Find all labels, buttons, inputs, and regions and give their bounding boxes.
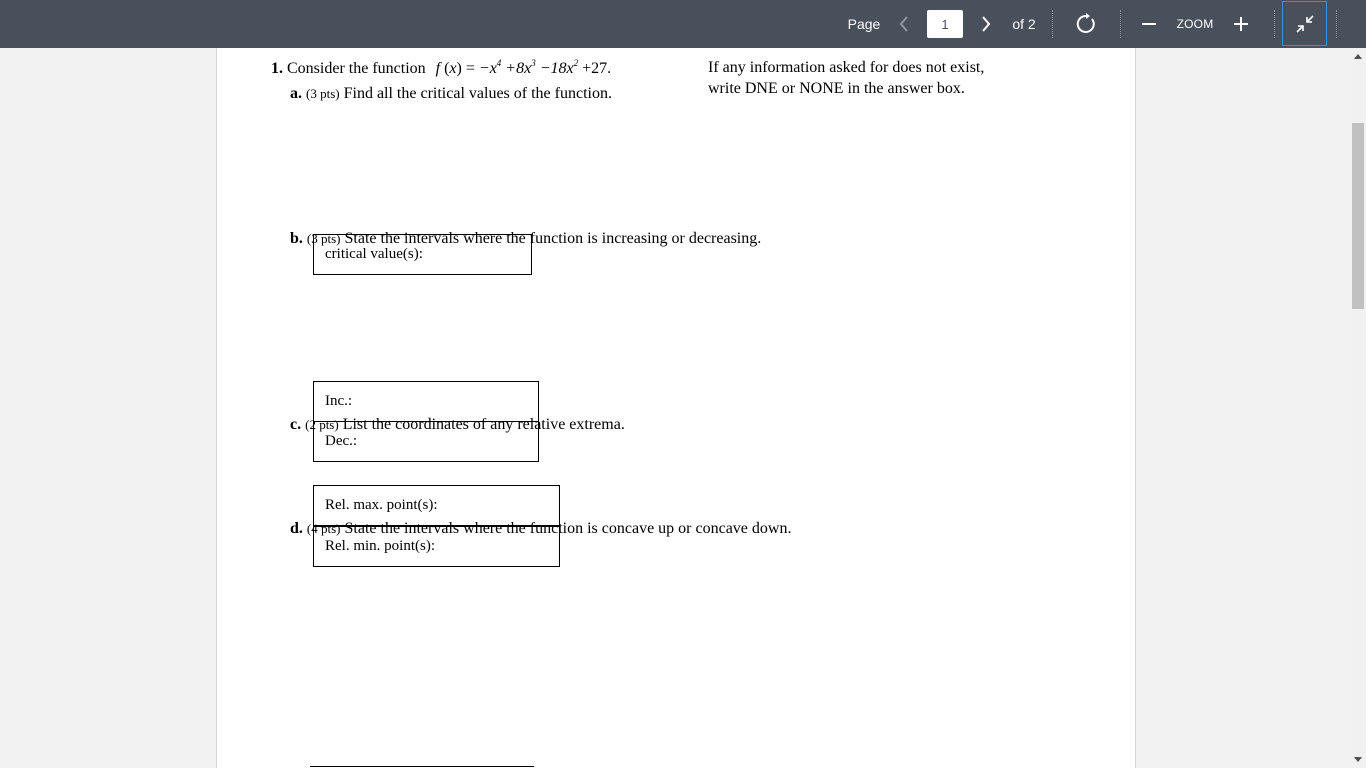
part-b-prompt: b. (3 pts) State the intervals where the function is increasing or decreasing. — [290, 230, 762, 247]
concavity-answer-box-top — [310, 766, 534, 767]
increasing-answer-box[interactable]: Inc.: — [313, 381, 539, 422]
scroll-down-button[interactable] — [1350, 752, 1366, 768]
plus-icon — [1233, 16, 1249, 32]
page-count-label: of 2 — [1012, 16, 1036, 32]
page-label: Page — [847, 16, 881, 32]
instruction-line-1: If any information asked for does not exist, — [708, 59, 985, 76]
document-viewer[interactable] — [0, 48, 1350, 768]
decreasing-answer-box[interactable]: Dec.: — [313, 421, 539, 462]
triangle-up-icon — [1354, 53, 1362, 59]
rotate-button[interactable] — [1070, 0, 1102, 48]
zoom-out-button[interactable] — [1136, 0, 1162, 48]
scrollbar-thumb[interactable] — [1352, 123, 1364, 309]
toolbar-divider — [1336, 10, 1337, 38]
vertical-scrollbar[interactable] — [1350, 48, 1366, 768]
scroll-up-button[interactable] — [1350, 48, 1366, 64]
zoom-label: ZOOM — [1176, 17, 1214, 31]
critical-values-answer-box[interactable]: critical value(s): — [313, 234, 532, 275]
chevron-left-icon — [898, 15, 910, 33]
exit-fullscreen-icon — [1296, 15, 1314, 33]
pdf-page — [216, 48, 1136, 768]
part-d-prompt: d. (4 pts) State the intervals where the function is concave up or concave down. — [290, 520, 792, 537]
toolbar-divider — [1274, 10, 1275, 38]
part-a-prompt: a. (3 pts) Find all the critical values of the function. — [290, 85, 612, 102]
rel-min-answer-box[interactable]: Rel. min. point(s): — [313, 526, 560, 567]
triangle-down-icon — [1354, 757, 1362, 763]
question-1-intro: 1. Consider the function f $(x) = -x^4 +8x^3 -18x^2 +27$. — [271, 58, 612, 77]
rotate-icon — [1075, 13, 1097, 35]
part-c-prompt: c. (2 pts) List the coordinates of any relative extrema. — [290, 416, 625, 433]
chevron-right-icon — [980, 15, 992, 33]
minus-icon — [1141, 16, 1157, 32]
instruction-line-2: write DNE or NONE in the answer box. — [708, 80, 965, 97]
zoom-in-button[interactable] — [1228, 0, 1254, 48]
pdf-toolbar — [0, 0, 1366, 48]
exit-fullscreen-button[interactable] — [1282, 1, 1327, 46]
question-number: 1 — [271, 60, 279, 77]
toolbar-divider — [1120, 10, 1121, 38]
page-number-input[interactable] — [927, 10, 963, 38]
rel-max-answer-box[interactable]: Rel. max. point(s): — [313, 485, 560, 526]
next-page-button[interactable] — [974, 0, 998, 48]
previous-page-button[interactable] — [892, 0, 916, 48]
function-expression: f $(x) = -x^4 +8x^3 -18x^2 +27$. — [435, 58, 612, 77]
toolbar-divider — [1052, 10, 1053, 38]
